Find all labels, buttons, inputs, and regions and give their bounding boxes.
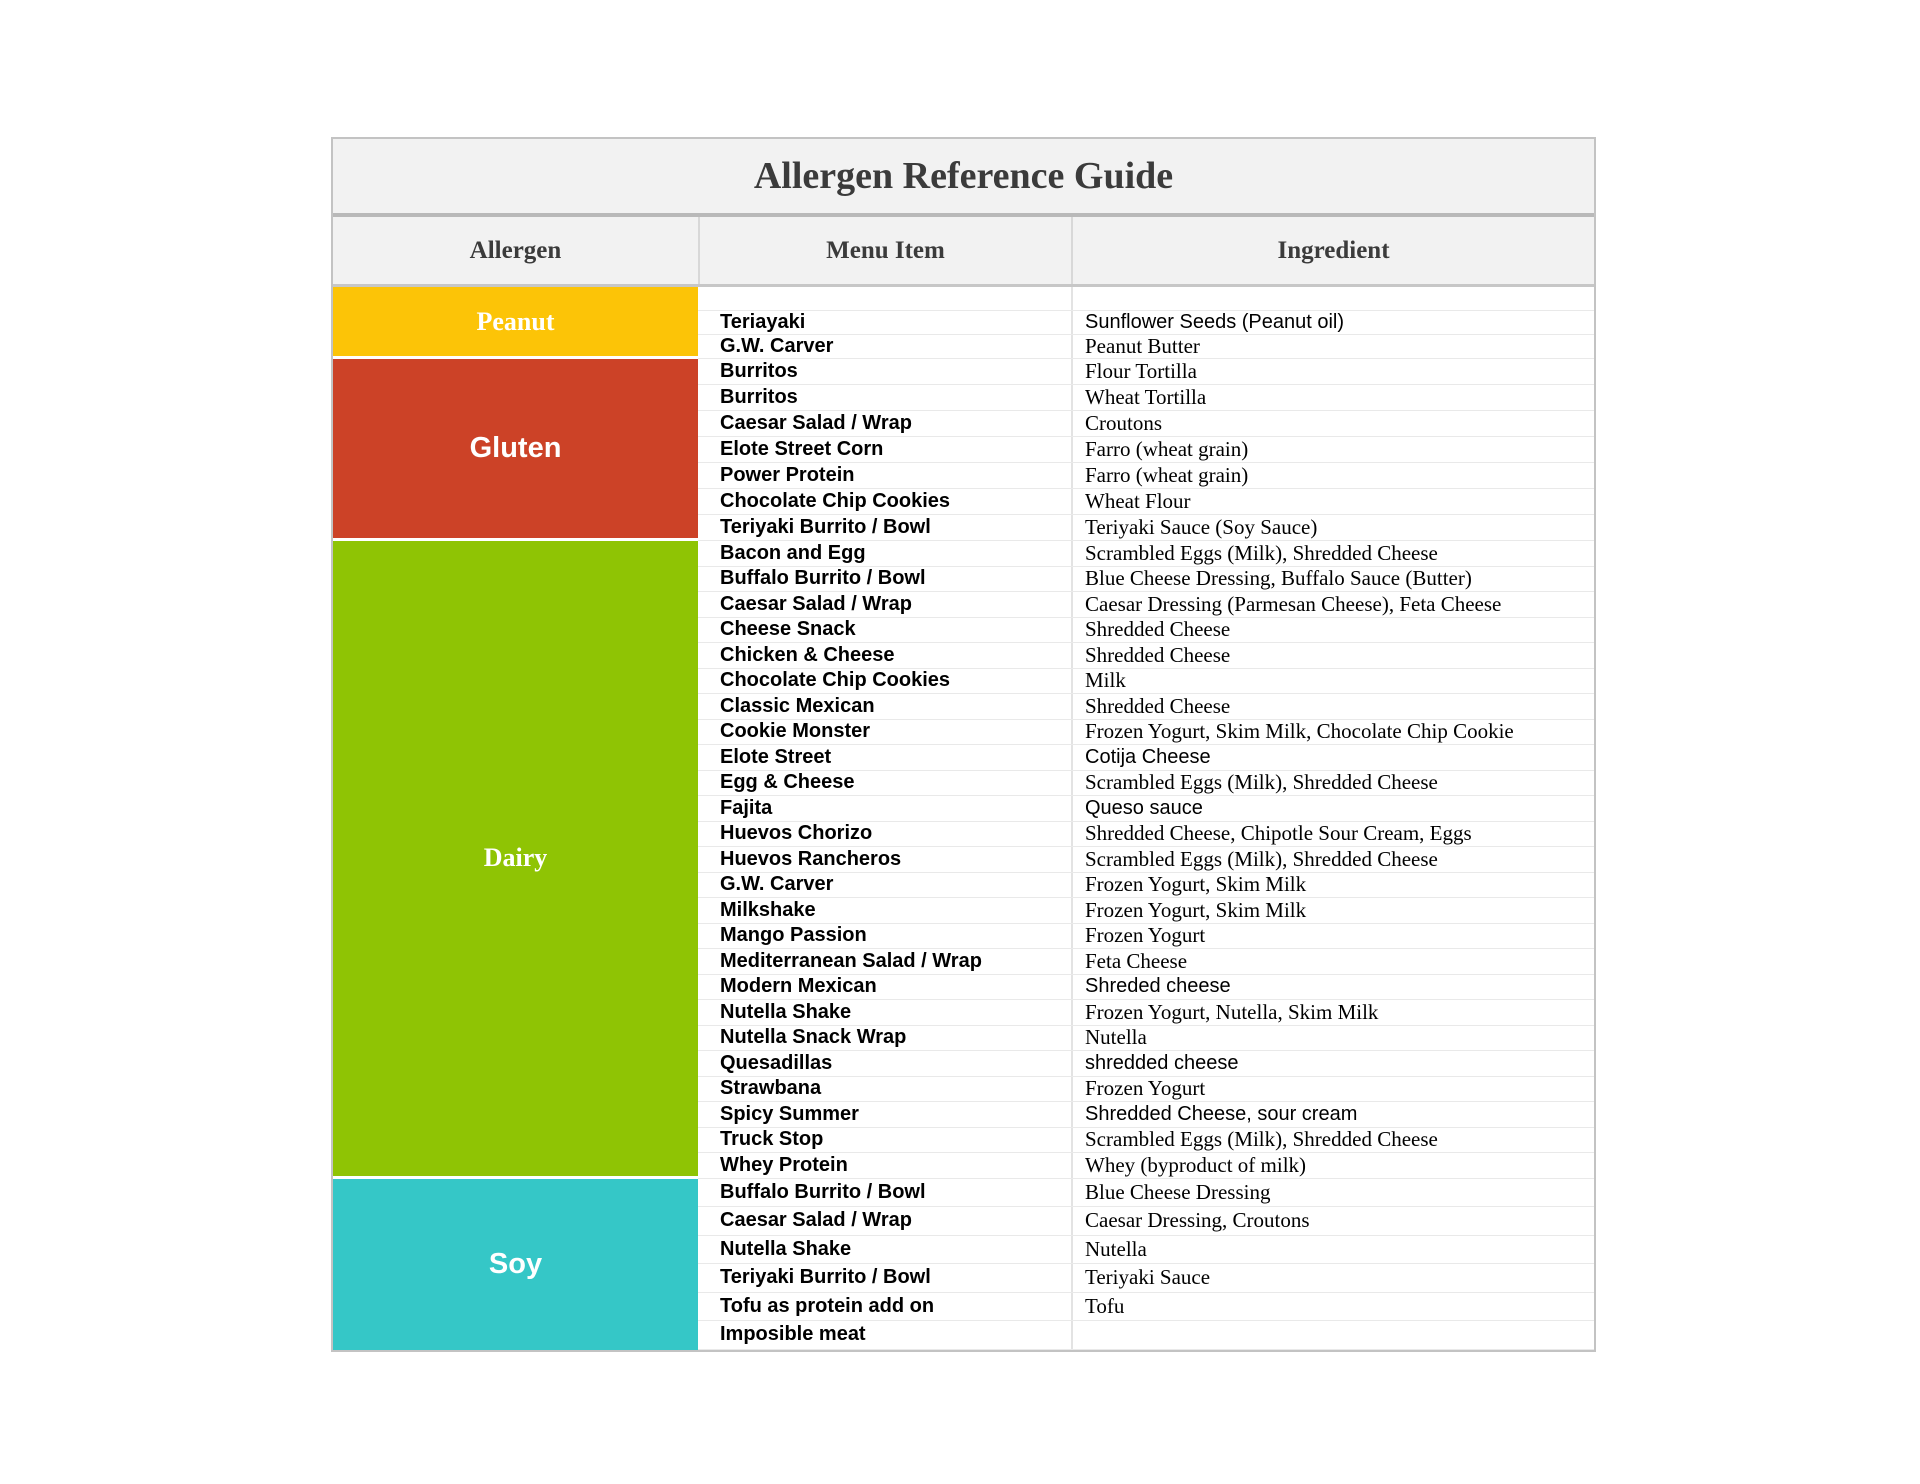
ingredient-cell: Scrambled Eggs (Milk), Shredded Cheese xyxy=(1071,847,1594,872)
ingredient-cell: Shredded Cheese xyxy=(1071,643,1594,668)
table-row xyxy=(698,1128,1594,1154)
section-rows-peanut xyxy=(698,287,1594,359)
allergen-section-soy xyxy=(333,1179,1594,1350)
menu-item-cell: Elote Street xyxy=(720,745,832,768)
table-row xyxy=(698,643,1594,669)
ingredient-cell xyxy=(1071,287,1594,310)
table-row xyxy=(698,359,1594,385)
table-row xyxy=(698,1264,1594,1293)
menu-item-cell: Modern Mexican xyxy=(720,975,877,998)
table-row xyxy=(698,567,1594,593)
menu-item-cell: Spicy Summer xyxy=(720,1102,859,1125)
allergen-section-dairy xyxy=(333,541,1594,1179)
menu-item-cell: Classic Mexican xyxy=(720,694,875,717)
table-row xyxy=(698,822,1594,848)
ingredient-cell: Blue Cheese Dressing xyxy=(1071,1179,1594,1207)
allergen-section-gluten xyxy=(333,359,1594,541)
allergen-label-dairy: Dairy xyxy=(333,541,698,1179)
ingredient-cell: Shredded Cheese, Chipotle Sour Cream, Eggs xyxy=(1071,822,1594,847)
table-row xyxy=(698,1207,1594,1236)
allergen-label-soy: Soy xyxy=(333,1179,698,1350)
menu-item-cell: Bacon and Egg xyxy=(720,541,866,564)
table-row xyxy=(698,515,1594,541)
allergen-table xyxy=(331,137,1596,1352)
table-row xyxy=(698,847,1594,873)
table-header-row xyxy=(333,217,1594,287)
table-row xyxy=(698,541,1594,567)
column-header-menu-item: Menu Item xyxy=(698,217,1071,284)
table-row xyxy=(698,1026,1594,1052)
table-body xyxy=(333,287,1594,1350)
ingredient-cell: Cotija Cheese xyxy=(1071,745,1594,770)
menu-item-cell: Quesadillas xyxy=(720,1051,833,1074)
ingredient-cell: Shredded Cheese, sour cream xyxy=(1071,1102,1594,1127)
table-row xyxy=(698,771,1594,797)
menu-item-cell: Mango Passion xyxy=(720,924,867,947)
menu-item-cell: Burritos xyxy=(720,386,798,408)
page-title: Allergen Reference Guide xyxy=(333,139,1594,217)
table-row xyxy=(698,1293,1594,1322)
ingredient-cell: Peanut Butter xyxy=(1071,335,1594,358)
table-row xyxy=(698,898,1594,924)
ingredient-cell: Blue Cheese Dressing, Buffalo Sauce (Butter) xyxy=(1071,567,1594,592)
menu-item-cell: Chocolate Chip Cookies xyxy=(720,669,951,692)
ingredient-cell: Wheat Flour xyxy=(1071,489,1594,514)
ingredient-cell: Nutella xyxy=(1071,1236,1594,1264)
ingredient-cell: Tofu xyxy=(1071,1293,1594,1321)
ingredient-cell: Scrambled Eggs (Milk), Shredded Cheese xyxy=(1071,1128,1594,1153)
ingredient-cell: shredded cheese xyxy=(1071,1051,1594,1076)
menu-item-cell: Nutella Snack Wrap xyxy=(720,1026,907,1049)
ingredient-cell: Frozen Yogurt, Skim Milk, Chocolate Chip Cookie xyxy=(1071,720,1594,745)
section-rows-dairy xyxy=(698,541,1594,1179)
menu-item-cell: Caesar Salad / Wrap xyxy=(720,592,912,615)
menu-item-cell: Chicken & Cheese xyxy=(720,643,895,666)
table-row xyxy=(698,592,1594,618)
ingredient-cell xyxy=(1071,1321,1594,1349)
ingredient-cell: Teriyaki Sauce (Soy Sauce) xyxy=(1071,515,1594,540)
menu-item-cell: Cookie Monster xyxy=(720,720,871,743)
menu-item-cell: Fajita xyxy=(720,796,773,819)
ingredient-cell: Whey (byproduct of milk) xyxy=(1071,1153,1594,1178)
table-row xyxy=(698,1000,1594,1026)
menu-item-cell: Mediterranean Salad / Wrap xyxy=(720,949,982,972)
table-row xyxy=(698,1102,1594,1128)
ingredient-cell: Shredded Cheese xyxy=(1071,618,1594,643)
menu-item-cell: Chocolate Chip Cookies xyxy=(720,490,951,512)
ingredient-cell: Wheat Tortilla xyxy=(1071,385,1594,410)
section-rows-gluten xyxy=(698,359,1594,541)
allergen-label-gluten: Gluten xyxy=(333,359,698,541)
menu-item-cell: Cheese Snack xyxy=(720,618,856,641)
ingredient-cell: Queso sauce xyxy=(1071,796,1594,821)
ingredient-cell: Scrambled Eggs (Milk), Shredded Cheese xyxy=(1071,541,1594,566)
menu-item-cell: Tofu as protein add on xyxy=(720,1294,935,1317)
ingredient-cell: Milk xyxy=(1071,669,1594,694)
ingredient-cell: Frozen Yogurt xyxy=(1071,1077,1594,1102)
ingredient-cell: Sunflower Seeds (Peanut oil) xyxy=(1071,311,1594,334)
allergen-label-peanut: Peanut xyxy=(333,287,698,359)
ingredient-cell: Caesar Dressing (Parmesan Cheese), Feta Cheese xyxy=(1071,592,1594,617)
menu-item-cell: Buffalo Burrito / Bowl xyxy=(720,1180,926,1203)
menu-item-cell: Buffalo Burrito / Bowl xyxy=(720,567,926,590)
ingredient-cell: Croutons xyxy=(1071,411,1594,436)
section-rows-soy xyxy=(698,1179,1594,1350)
menu-item-cell: Caesar Salad / Wrap xyxy=(720,412,912,434)
table-row xyxy=(698,720,1594,746)
menu-item-cell xyxy=(698,287,1071,310)
table-row xyxy=(698,489,1594,515)
ingredient-cell: Frozen Yogurt, Skim Milk xyxy=(1071,873,1594,898)
table-row xyxy=(698,437,1594,463)
menu-item-cell: G.W. Carver xyxy=(720,335,834,357)
ingredient-cell: Farro (wheat grain) xyxy=(1071,463,1594,488)
menu-item-cell: Huevos Rancheros xyxy=(720,847,902,870)
ingredient-cell: Teriyaki Sauce xyxy=(1071,1264,1594,1292)
menu-item-cell: Huevos Chorizo xyxy=(720,822,873,845)
ingredient-cell: Frozen Yogurt, Skim Milk xyxy=(1071,898,1594,923)
table-row xyxy=(698,924,1594,950)
menu-item-cell: Burritos xyxy=(720,360,798,382)
menu-item-cell: Egg & Cheese xyxy=(720,771,855,794)
menu-item-cell: Teriayaki xyxy=(720,311,806,333)
table-row xyxy=(698,796,1594,822)
ingredient-cell: Shredded Cheese xyxy=(1071,694,1594,719)
table-row xyxy=(698,335,1594,359)
table-row xyxy=(698,385,1594,411)
menu-item-cell: G.W. Carver xyxy=(720,873,834,896)
allergen-section-peanut xyxy=(333,287,1594,359)
menu-item-cell: Imposible meat xyxy=(720,1323,866,1346)
table-row xyxy=(698,1321,1594,1350)
ingredient-cell: Farro (wheat grain) xyxy=(1071,437,1594,462)
table-row xyxy=(698,949,1594,975)
table-row xyxy=(698,745,1594,771)
menu-item-cell: Teriyaki Burrito / Bowl xyxy=(720,516,931,538)
table-row xyxy=(698,1179,1594,1208)
table-row xyxy=(698,669,1594,695)
menu-item-cell: Strawbana xyxy=(720,1077,822,1100)
table-row xyxy=(698,975,1594,1001)
menu-item-cell: Power Protein xyxy=(720,464,855,486)
ingredient-cell: Scrambled Eggs (Milk), Shredded Cheese xyxy=(1071,771,1594,796)
ingredient-cell: Flour Tortilla xyxy=(1071,359,1594,384)
menu-item-cell: Nutella Shake xyxy=(720,1000,852,1023)
table-row xyxy=(698,311,1594,335)
menu-item-cell: Nutella Shake xyxy=(720,1237,852,1260)
table-row xyxy=(698,1051,1594,1077)
table-row xyxy=(698,1153,1594,1179)
menu-item-cell: Truck Stop xyxy=(720,1128,824,1151)
column-header-allergen: Allergen xyxy=(469,236,562,264)
table-row xyxy=(698,1236,1594,1265)
table-row xyxy=(698,618,1594,644)
ingredient-cell: Shreded cheese xyxy=(1071,975,1594,1000)
ingredient-cell: Feta Cheese xyxy=(1071,949,1594,974)
menu-item-cell: Teriyaki Burrito / Bowl xyxy=(720,1266,931,1289)
table-row xyxy=(698,463,1594,489)
menu-item-cell: Milkshake xyxy=(720,898,816,921)
ingredient-cell: Nutella xyxy=(1071,1026,1594,1051)
column-header-ingredient: Ingredient xyxy=(1071,217,1594,284)
table-row xyxy=(698,873,1594,899)
ingredient-cell: Frozen Yogurt xyxy=(1071,924,1594,949)
table-row xyxy=(698,287,1594,311)
table-row xyxy=(698,411,1594,437)
ingredient-cell: Caesar Dressing, Croutons xyxy=(1071,1207,1594,1235)
menu-item-cell: Whey Protein xyxy=(720,1153,848,1176)
table-row xyxy=(698,694,1594,720)
ingredient-cell: Frozen Yogurt, Nutella, Skim Milk xyxy=(1071,1000,1594,1025)
menu-item-cell: Elote Street Corn xyxy=(720,438,884,460)
menu-item-cell: Caesar Salad / Wrap xyxy=(720,1209,912,1232)
table-row xyxy=(698,1077,1594,1103)
